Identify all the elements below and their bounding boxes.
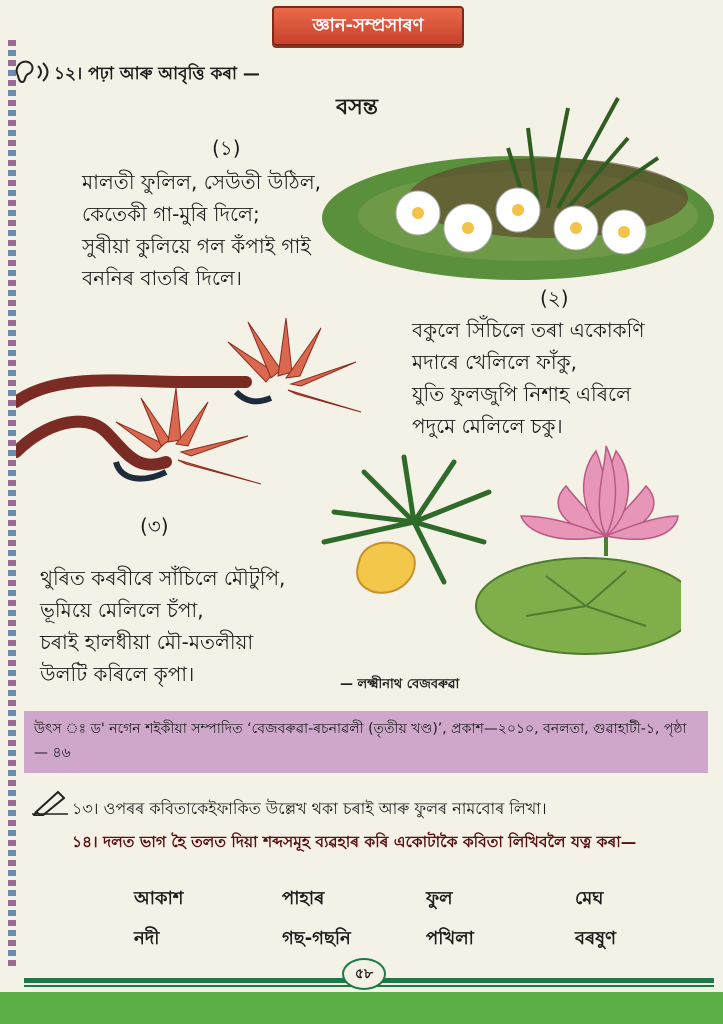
- page-number: ৫৮: [342, 958, 386, 990]
- footer-band: [0, 992, 723, 1024]
- word-item: ফুল: [426, 888, 453, 909]
- stanza-2: বকুলে সিঁচিলে তৰা একোকণি মদাৰে খেলিলে ফাঁকু, যুতি ফুলজুপি নিশাহ এৰিলে পদুমে মেলিলে চকু।: [412, 318, 645, 438]
- word-item: গছ-গছনি: [282, 928, 351, 949]
- word-item: নদী: [134, 928, 160, 949]
- stanza-1: মালতী ফুলিল, সেউতী উঠিল, কেতেকী গা-মুৰি দিলে; সুৰীয়া কুলিয়ে গল কঁপাই গাই বননিৰ বাতৰি দিলে।: [82, 170, 321, 290]
- stanza-2-number: (২): [540, 286, 569, 310]
- source-citation: উৎস ঃ ড' নগেন শইকীয়া সম্পাদিত ‘বেজবৰুৱা-ৰচনাৱলী (তৃতীয় খণ্ড)’, প্ৰকাশ—২০১০, বনলতা, গুৱাহাটী-১, পৃষ্ঠা— ৪৬: [24, 711, 708, 773]
- water-lily-pond-illustration: [318, 88, 718, 293]
- task-13-instruction: ১৩। ওপৰৰ কবিতাকেইফাকিত উল্লেখ থকা চৰাই আৰু ফুলৰ নামবোৰ লিখা।: [72, 799, 547, 818]
- lotus-illustration: [466, 436, 681, 672]
- task-14-instruction: ১৪। দলত ভাগ হৈ তলত দিয়া শব্দসমূহ ব্যৱহাৰ কৰি একোটাকৈ কবিতা লিখিবলৈ যত্ন কৰা—: [72, 833, 637, 851]
- word-item: পখিলা: [426, 928, 474, 949]
- poem-author: — লক্ষ্মীনাথ বেজবৰুৱা: [340, 677, 460, 692]
- listen-icon: [12, 58, 52, 86]
- word-item: পাহাৰ: [282, 888, 325, 909]
- word-item: মেঘ: [575, 888, 604, 909]
- word-item: আকাশ: [134, 888, 184, 909]
- stanza-1-number: (১): [212, 136, 241, 160]
- stanza-3-number: (৩): [140, 514, 169, 538]
- word-list: [0, 880, 723, 960]
- poem-title: বসন্ত: [336, 95, 378, 120]
- pencil-icon: [32, 790, 68, 816]
- section-header: জ্ঞান-সম্প্ৰসাৰণ: [272, 6, 464, 46]
- stanza-3: থুৰিত কৰবীৰে সাঁচিলে মৌটুপি, ভূমিয়ে মেলিলে চঁপা, চৰাই হালধীয়া মৌ-মতলীয়া উলটি কৰিলে কৃপা।: [40, 566, 286, 686]
- word-item: বৰষুণ: [575, 928, 616, 949]
- decorative-border: [8, 40, 16, 970]
- task-12-instruction: ১২। পঢ়া আৰু আবৃত্তি কৰা —: [54, 64, 260, 84]
